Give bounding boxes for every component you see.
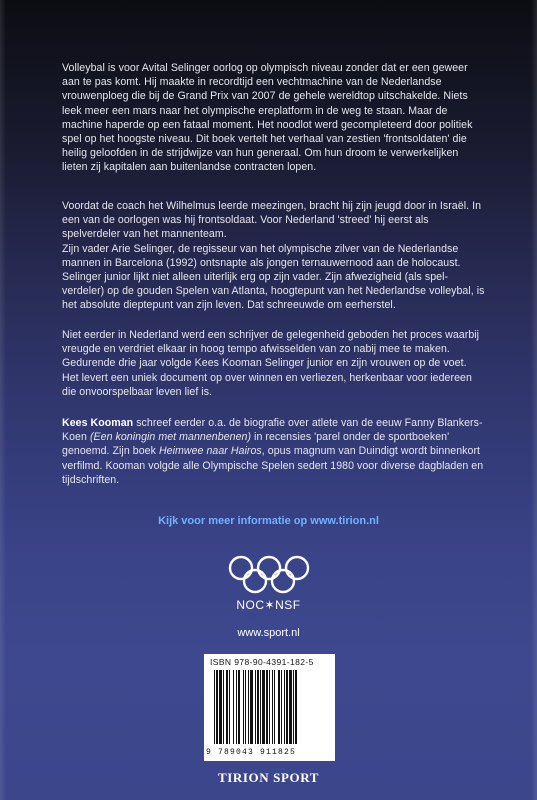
barcode-bar: [284, 670, 285, 744]
barcode-bar: [219, 670, 222, 744]
cover-edge-right: [531, 0, 537, 800]
barcode-bar: [226, 670, 228, 744]
barcode-bar: [229, 670, 230, 744]
blurb-text: Volleybal is voor Avital Selinger oorlog op olympisch niveau zonder dat er een geweer aan te pas komt. Hij maakte in recordtijd een vechtmachine van de Nederlandse vrouwenploeg die bij de Grand Prix van 2007 de gehele wereldtop uitschakelde. Niets leek meer een mars naar het olympische ereplatform in de weg te staan. Maar de machine haperde op een fataal moment. Het noodlot werd gecompleteerd door politiek spel op het hoogste niveau. Dit boek vertelt het verhaal van zestien 'frontsoldaten' die heilig geloofden in de strijdwijze van hun generaal. Om hun droom te verwerkelijken lieten zij kapitalen aan buitenlandse contracten lopen.: [62, 62, 473, 174]
barcode-bar: [243, 670, 244, 744]
barcode-panel: [204, 654, 335, 761]
barcode-bar: [248, 670, 249, 744]
book-title: (Een koningin met mannenbenen): [89, 431, 252, 444]
barcode-bar: [295, 670, 297, 744]
publisher-logo: TIRION SPORT: [217, 770, 319, 785]
ean-number: 9 789043 911825: [206, 748, 297, 757]
barcode-bar: [233, 670, 234, 744]
blurb-paragraph-intro: [62, 61, 486, 175]
book-title: Heimwee naar Hairos: [158, 445, 262, 458]
barcode-bar: [262, 670, 265, 744]
blurb-paragraph-document: [62, 328, 486, 399]
barcode-bar: [289, 670, 292, 744]
author-bio-part: in recensies 'parel onder de sportboeken' genoemd. Zijn boek: [62, 431, 450, 458]
author-bio-part: schreef eerder o.a. de biografie over atlete van de eeuw Fanny Blankers-Koen: [62, 417, 483, 444]
barcode-bar: [272, 670, 273, 744]
sport-site-url[interactable]: www.sport.nl: [237, 627, 300, 639]
cover-edge-left: [0, 0, 6, 800]
author-bio: [62, 416, 486, 487]
blurb-text: Zijn vader Arie Selinger, de regisseur van het olympische zilver van de Nederlandse mannen in Barcelona (1992) ontsnapte als jongen ternauwernood aan de holocaust. Selinger junior lijkt niet alleen uiterlijk erg op zijn vader. Zijn afwezigheid (als spelverdeler) op de gouden Spelen van Atlanta, hoogtepunt van het Nederlandse volleybal, is het absolute dieptepunt van zijn leven. Dat schreeuwde om eerherstel.: [62, 242, 485, 312]
barcode-bar: [257, 670, 259, 744]
barcode-bar: [250, 670, 253, 744]
author-bio-part: , opus magnum van Duindigt wordt binnenkort verfilmd. Kooman volgde alle Olympische Spelen sedert 1980 voor diverse dagbladen en tijdschriften.: [62, 445, 484, 486]
barcode-bar: [214, 670, 215, 744]
barcode-bar: [236, 670, 237, 744]
noc-nsf-logo-text: NOC✶NSF: [236, 598, 301, 612]
barcode-bar: [281, 670, 282, 744]
barcode-bar: [216, 670, 218, 744]
more-info-line[interactable]: Kijk voor meer informatie op www.tirion.nl: [158, 515, 379, 527]
barcode-bar: [286, 670, 288, 744]
barcode-bar: [278, 670, 280, 744]
barcode-bar: [274, 670, 275, 744]
author-name: Kees Kooman: [62, 417, 134, 429]
barcode-bar: [293, 670, 294, 744]
barcode-icon: [212, 670, 328, 744]
barcode-bar: [245, 670, 246, 744]
barcode-bar: [266, 670, 268, 744]
blurb-text: Voordat de coach het Wilhelmus leerde meezingen, bracht hij zijn jeugd door in Israël. In een van de oorlogen was hij frontsoldaat. Voor Nederland 'streed' hij eerst als spelverdeler van het mannenteam.: [62, 200, 482, 241]
blurb-text: Niet eerder in Nederland werd een schrijver de gelegenheid geboden het proces waarbij vreugde en verdriet elkaar in hoog tempo afwisselden van zo nabij mee te maken. Gedurende drie jaar volgde Kees Kooman Selinger junior en zijn vrouwen op de voet. Het levert een uniek document op over winnen en verliezen, herkenbaar voor iedereen die onvoorspelbaar leven lief is.: [62, 329, 480, 398]
barcode-bar: [255, 670, 256, 744]
barcode-bar: [260, 670, 261, 744]
blurb-paragraph-coach: [62, 199, 486, 313]
barcode-bar: [238, 670, 240, 744]
author-bio-text: [62, 416, 486, 487]
isbn-number: ISBN 978-90-4391-182-5: [210, 657, 314, 667]
barcode-bar: [269, 670, 270, 744]
barcode-bar: [223, 670, 224, 744]
